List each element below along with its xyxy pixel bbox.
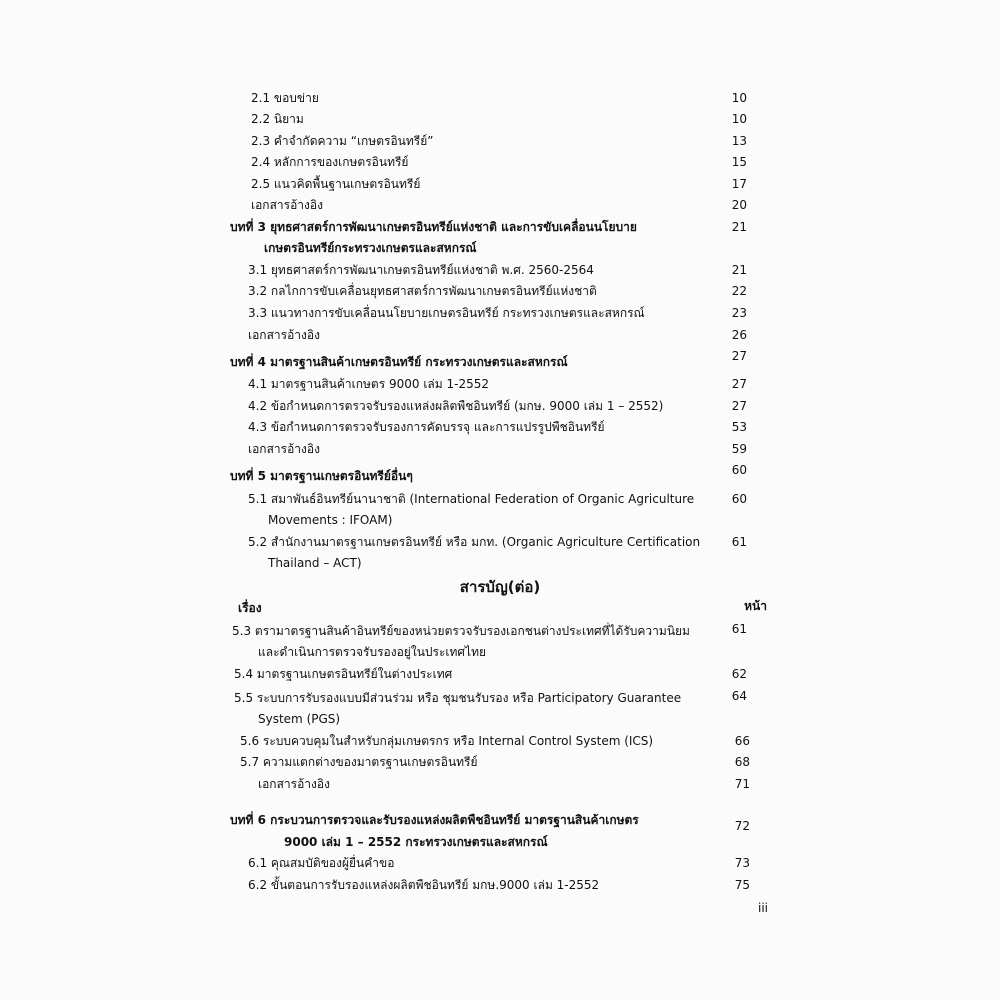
toc-page-number: 27 [731, 349, 747, 363]
toc-page-number: 62 [731, 667, 747, 681]
toc-entry: 3.2 กลไกการขับเคลื่อนยุทธศาสตร์การพัฒนาเกษตรอินทรีย์แห่งชาติ [248, 284, 597, 298]
toc-page-number: 26 [731, 328, 747, 342]
toc-entry: 5.1 สมาพันธ์อินทรีย์นานาชาติ (International Federation of Organic Agriculture [248, 492, 695, 506]
chapter-heading: บทที่ 4 มาตรฐานสินค้าเกษตรอินทรีย์ กระทรวงเกษตรและสหกรณ์ [230, 355, 568, 369]
toc-entry: เอกสารอ้างอิง [258, 777, 330, 791]
toc-page-number: 72 [734, 819, 750, 833]
toc-entry: 4.2 ข้อกำหนดการตรวจรับรองแหล่งผลิตพืชอินทรีย์ (มกษ. 9000 เล่ม 1 – 2552) [248, 399, 664, 413]
chapter-heading-continued: เกษตรอินทรีย์กระทรวงเกษตรและสหกรณ์ [264, 241, 477, 255]
toc-entry: 6.1 คุณสมบัติของผู้ยื่นคำขอ [248, 856, 395, 870]
toc-page-number: 27 [731, 399, 747, 413]
toc-page-number: 60 [731, 463, 747, 477]
toc-entry: 4.3 ข้อกำหนดการตรวจรับรองการคัดบรรจุ และการแปรรูปพืชอินทรีย์ [248, 420, 605, 434]
toc-page-number: 27 [731, 377, 747, 391]
toc-entry: 2.4 หลักการของเกษตรอินทรีย์ [251, 155, 409, 169]
toc-entry: 2.2 นิยาม [251, 112, 304, 126]
toc-page-number: 59 [731, 442, 747, 456]
toc-page-number: 53 [731, 420, 747, 434]
toc-page-number: 17 [731, 177, 747, 191]
chapter-heading-continued: 9000 เล่ม 1 – 2552 กระทรวงเกษตรและสหกรณ์ [284, 835, 548, 849]
toc-page-number: 22 [731, 284, 747, 298]
toc-page-number: 75 [734, 878, 750, 892]
column-header-page: หน้า [744, 599, 767, 613]
toc-entry: 3.1 ยุทธศาสตร์การพัฒนาเกษตรอินทรีย์แห่งชาติ พ.ศ. 2560-2564 [248, 263, 594, 277]
toc-entry: 2.3 คำจำกัดความ “เกษตรอินทรีย์” [251, 134, 434, 148]
toc-entry: 3.3 แนวทางการขับเคลื่อนนโยบายเกษตรอินทรีย์ กระทรวงเกษตรและสหกรณ์ [248, 306, 645, 320]
toc-entry-continued: System (PGS) [258, 712, 341, 726]
toc-entry: 2.5 แนวคิดพื้นฐานเกษตรอินทรีย์ [251, 177, 421, 191]
toc-entry: 5.6 ระบบควบคุมในสำหรับกลุ่มเกษตรกร หรือ Internal Control System (ICS) [240, 734, 654, 748]
toc-page-number: 15 [731, 155, 747, 169]
toc-entry: เอกสารอ้างอิง [251, 198, 323, 212]
toc-page-number: 13 [731, 134, 747, 148]
toc-entry-continued: Thailand – ACT) [268, 556, 362, 570]
page-title: สารบัญ(ต่อ) [459, 578, 541, 596]
toc-page-number: 10 [731, 91, 747, 105]
toc-entry: 4.1 มาตรฐานสินค้าเกษตร 9000 เล่ม 1-2552 [248, 377, 490, 391]
toc-entry: 5.7 ความแตกต่างของมาตรฐานเกษตรอินทรีย์ [240, 755, 478, 769]
toc-page-number: 61 [731, 535, 747, 549]
toc-entry: 5.4 มาตรฐานเกษตรอินทรีย์ในต่างประเทศ [234, 667, 453, 681]
toc-entry-continued: และดำเนินการตรวจรับรองอยู่ในประเทศไทย [258, 645, 487, 659]
toc-page-number: 20 [731, 198, 747, 212]
toc-page-number: 23 [731, 306, 747, 320]
toc-entry-continued: Movements : IFOAM) [268, 513, 393, 527]
toc-page-number: 64 [731, 689, 747, 703]
toc-entry: เอกสารอ้างอิง [248, 442, 320, 456]
toc-page-number: 66 [734, 734, 750, 748]
toc-entry: 5.5 ระบบการรับรองแบบมีส่วนร่วม หรือ ชุมชนรับรอง หรือ Participatory Guarantee [234, 691, 682, 705]
toc-page-number: 10 [731, 112, 747, 126]
toc-page-number: 60 [731, 492, 747, 506]
chapter-heading: บทที่ 5 มาตรฐานเกษตรอินทรีย์อื่นๆ [230, 469, 413, 483]
toc-entry: 2.1 ขอบข่าย [251, 91, 319, 105]
toc-entry: 5.3 ตรามาตรฐานสินค้าอินทรีย์ของหน่วยตรวจรับรองเอกชนต่างประเทศที่ได้รับความนิยม [232, 624, 690, 638]
toc-page-number: 71 [734, 777, 750, 791]
toc-page-number: 61 [731, 622, 747, 636]
toc-entry: 5.2 สำนักงานมาตรฐานเกษตรอินทรีย์ หรือ มกท. (Organic Agriculture Certification [248, 535, 701, 549]
toc-page-number: 73 [734, 856, 750, 870]
chapter-heading: บทที่ 6 กระบวนการตรวจและรับรองแหล่งผลิตพืชอินทรีย์ มาตรฐานสินค้าเกษตร [230, 813, 639, 827]
toc-page-number: 21 [731, 263, 747, 277]
column-header-topic: เรื่อง [238, 601, 262, 615]
roman-page-number: iii [758, 901, 769, 915]
toc-page-number: 21 [731, 220, 747, 234]
toc-entry: เอกสารอ้างอิง [248, 328, 320, 342]
chapter-heading: บทที่ 3 ยุทธศาสตร์การพัฒนาเกษตรอินทรีย์แห่งชาติ และการขับเคลื่อนนโยบาย [230, 220, 637, 234]
toc-entry: 6.2 ขั้นตอนการรับรองแหล่งผลิตพืชอินทรีย์ มกษ.9000 เล่ม 1-2552 [248, 878, 600, 892]
toc-page-number: 68 [734, 755, 750, 769]
